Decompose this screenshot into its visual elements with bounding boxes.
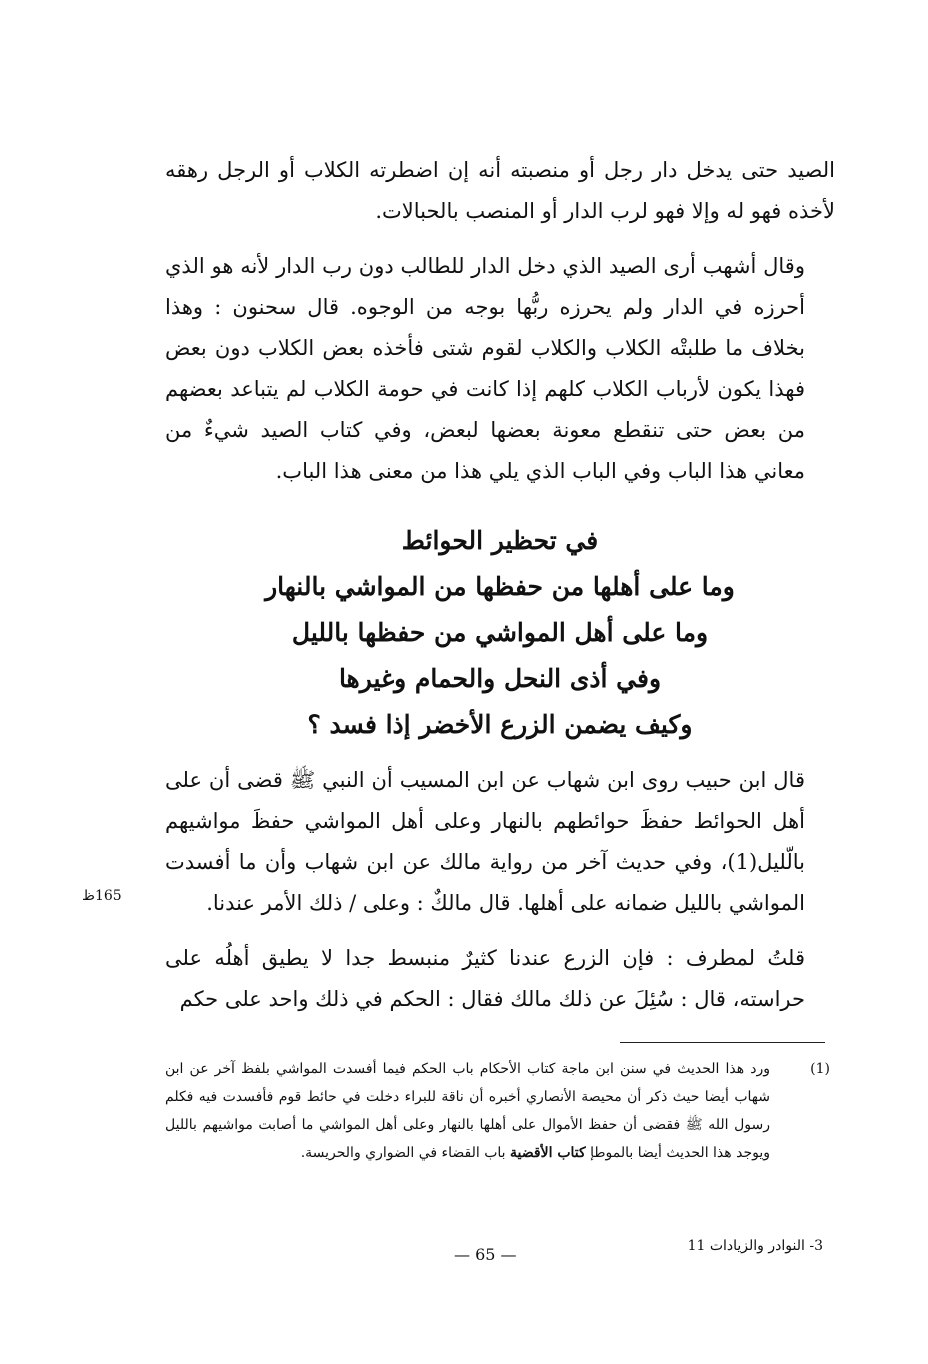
paragraph-mutarrif: قلتُ لمطرف : فإن الزرع عندنا كثيرٌ منبسط جدا لا يطيق أهلُه على حراسته، قال : سُئِلَ عن ذلك مالك فقال : الحكم في ذلك واحد على حكم bbox=[165, 946, 805, 1011]
footnote-text-part-2: باب القضاء في الضواري والحريسة. bbox=[300, 1145, 506, 1161]
page-number: — 65 — bbox=[454, 1245, 517, 1264]
footnote-bold-title: كتاب الأقضية bbox=[510, 1145, 586, 1161]
heading-line-5: وكيف يضمن الزرع الأخضر إذا فسد ؟ bbox=[307, 710, 693, 739]
heading-line-1: في تحظير الحوائط bbox=[401, 526, 599, 555]
section-heading bbox=[165, 518, 835, 748]
paragraph-continuation: الصيد حتى يدخل دار رجل أو منصبته أنه إن اضطرته الكلاب أو الرجل رهقه لأخذه فهو له وإلا فهو لرب الدار أو المنصب بالحبالات. bbox=[165, 158, 835, 223]
footnote-number: (1) bbox=[810, 1061, 830, 1077]
heading-line-2: وما على أهلها من حفظها من المواشي بالنهار bbox=[265, 572, 735, 601]
top-text-block bbox=[165, 150, 835, 492]
footnote bbox=[165, 1055, 830, 1167]
heading-line-4: وفي أذى النحل والحمام وغيرها bbox=[338, 664, 662, 693]
bottom-text-block bbox=[165, 760, 835, 1020]
footnote-text bbox=[165, 1055, 770, 1167]
margin-folio-note: 165ظ bbox=[82, 888, 122, 904]
heading-line-3: وما على أهل المواشي من حفظها بالليل bbox=[291, 618, 709, 647]
footnote-text-part-1: ورد هذا الحديث في سنن ابن ماجة كتاب الأحكام باب الحكم فيما أفسدت المواشي بلفظ آخر عن ابن شهاب أيضا حيث ذكر أن محيصة الأنصاري أخبره أن ناقة للبراء دخلت في حائط قوم فأفسدت فيه فكلم رسول الله ﷺ فقضى أن حفظ الأموال على أهلها بالنهار وعلى أهل المواشي ما أصابت مواشيهم بالليل ويوجد هذا الحديث أيضا بالموطإ bbox=[165, 1061, 770, 1161]
paragraph-ashhab: وقال أشهب أرى الصيد الذي دخل الدار للطالب دون رب الدار لأنه هو الذي أحرزه في الدار ولم يحرزه ربُّها بوجه من الوجوه. قال سحنون : وهذا بخلاف ما طلبتْه الكلاب والكلاب لقوم شتى فأخذه بعض الكلاب دون بعض فهذا يكون لأرباب الكلاب كلهم إذا كانت في حومة الكلاب لم يتباعد بعضهم من بعض حتى تنقطع معونة بعضها لبعض، وفي كتاب الصيد شيءٌ من معاني هذا الباب وفي الباب الذي يلي هذا من معنى هذا الباب. bbox=[165, 254, 805, 483]
paragraph-ibn-habib: قال ابن حبيب روى ابن شهاب عن ابن المسيب أن النبي ﷺ قضى أن على أهل الحوائط حفظَ حوائطهم بالنهار وعلى أهل المواشي حفظَ مواشيهم بالّليل(1)، وفي حديث آخر من رواية مالك عن ابن شهاب وأن ما أفسدت المواشي بالليل ضمانه على أهلها. قال مالكٌ : وعلى / ذلك الأمر عندنا. bbox=[165, 768, 805, 915]
footnote-divider bbox=[620, 1042, 825, 1043]
book-signature: 3- النوادر والزيادات 11 bbox=[687, 1238, 823, 1254]
